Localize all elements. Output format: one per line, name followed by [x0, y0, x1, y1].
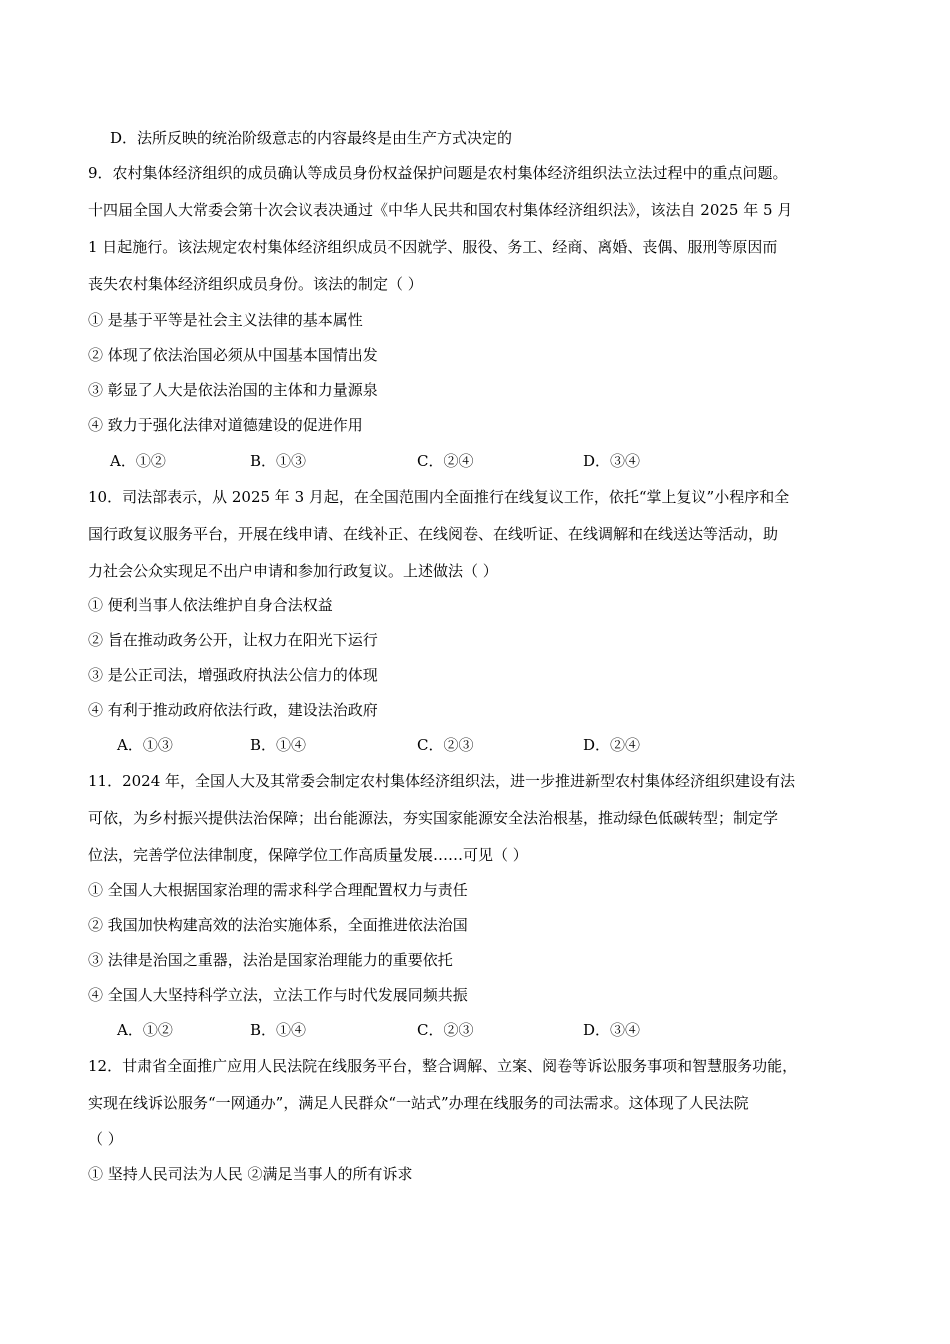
- q12-statement-1-2: ① 坚持人民司法为人民 ②满足当事人的所有诉求: [88, 1165, 413, 1183]
- q10-statement-4: ④ 有利于推动政府依法行政，建设法治政府: [88, 701, 378, 719]
- q8-option-d: D．法所反映的统治阶级意志的内容最终是由生产方式决定的: [110, 129, 513, 147]
- q12-stem-line-2: 实现在线诉讼服务“一网通办”，满足人民群众“一站式”办理在线服务的司法需求。这体现了人民法院: [88, 1094, 749, 1112]
- q11-option-c[interactable]: C．②③: [417, 1021, 474, 1039]
- q10-options: [117, 734, 817, 756]
- q11-statement-2: ② 我国加快构建高效的法治实施体系，全面推进依法治国: [88, 916, 468, 934]
- q9-stem-line-2: 十四届全国人大常委会第十次会议表决通过《中华人民共和国农村集体经济组织法》，该法自 2025 年 5 月: [88, 201, 793, 219]
- q9-options: [110, 450, 810, 472]
- q9-option-d[interactable]: D．③④: [583, 452, 641, 470]
- q11-option-a[interactable]: A．①②: [117, 1021, 173, 1039]
- q11-stem-line-1: 11．2024 年，全国人大及其常委会制定农村集体经济组织法，进一步推进新型农村集体经济组织建设有法: [88, 772, 796, 790]
- q12-stem-line-1: 12．甘肃省全面推广应用人民法院在线服务平台，整合调解、立案、阅卷等诉讼服务事项和智慧服务功能，: [88, 1057, 798, 1075]
- q9-statement-2: ② 体现了依法治国必须从中国基本国情出发: [88, 346, 378, 364]
- q10-option-a[interactable]: A．①③: [117, 736, 173, 754]
- q11-statement-4: ④ 全国人大坚持科学立法，立法工作与时代发展同频共振: [88, 986, 468, 1004]
- q9-statement-4: ④ 致力于强化法律对道德建设的促进作用: [88, 416, 363, 434]
- q9-stem-line-4: 丧失农村集体经济组织成员身份。该法的制定（ ）: [88, 275, 423, 293]
- q9-statement-1: ① 是基于平等是社会主义法律的基本属性: [88, 311, 363, 329]
- q10-option-b[interactable]: B．①④: [250, 736, 307, 754]
- q10-stem-line-3: 力社会公众实现足不出户申请和参加行政复议。上述做法（ ）: [88, 562, 498, 580]
- q10-stem-line-2: 国行政复议服务平台，开展在线申请、在线补正、在线阅卷、在线听证、在线调解和在线送达等活动，助: [88, 525, 779, 543]
- q10-statement-1: ① 便利当事人依法维护自身合法权益: [88, 596, 333, 614]
- q11-stem-line-2: 可依，为乡村振兴提供法治保障；出台能源法，夯实国家能源安全法治根基，推动绿色低碳转型；制定学: [88, 809, 779, 827]
- q11-statement-1: ① 全国人大根据国家治理的需求科学合理配置权力与责任: [88, 881, 468, 899]
- q9-option-c[interactable]: C．②④: [417, 452, 474, 470]
- q10-option-d[interactable]: D．②④: [583, 736, 641, 754]
- q9-stem-line-1: 9．农村集体经济组织的成员确认等成员身份权益保护问题是农村集体经济组织法立法过程中的重点问题。: [88, 164, 788, 182]
- q11-option-d[interactable]: D．③④: [583, 1021, 641, 1039]
- q9-statement-3: ③ 彰显了人大是依法治国的主体和力量源泉: [88, 381, 378, 399]
- q9-stem-line-3: 1 日起施行。该法规定农村集体经济组织成员不因就学、服役、务工、经商、离婚、丧偶、服刑等原因而: [88, 238, 778, 256]
- q9-option-b[interactable]: B．①③: [250, 452, 307, 470]
- q11-stem-line-3: 位法，完善学位法律制度，保障学位工作高质量发展……可见（ ）: [88, 846, 528, 864]
- q10-statement-3: ③ 是公正司法，增强政府执法公信力的体现: [88, 666, 378, 684]
- q11-options: [117, 1019, 817, 1041]
- q11-statement-3: ③ 法律是治国之重器，法治是国家治理能力的重要依托: [88, 951, 453, 969]
- q12-stem-line-3: （ ）: [88, 1130, 123, 1148]
- q10-statement-2: ② 旨在推动政务公开，让权力在阳光下运行: [88, 631, 378, 649]
- q11-option-b[interactable]: B．①④: [250, 1021, 307, 1039]
- q10-option-c[interactable]: C．②③: [417, 736, 474, 754]
- q9-option-a[interactable]: A．①②: [110, 452, 166, 470]
- q10-stem-line-1: 10．司法部表示，从 2025 年 3 月起，在全国范围内全面推行在线复议工作，依托“掌上复议”小程序和全: [88, 488, 790, 506]
